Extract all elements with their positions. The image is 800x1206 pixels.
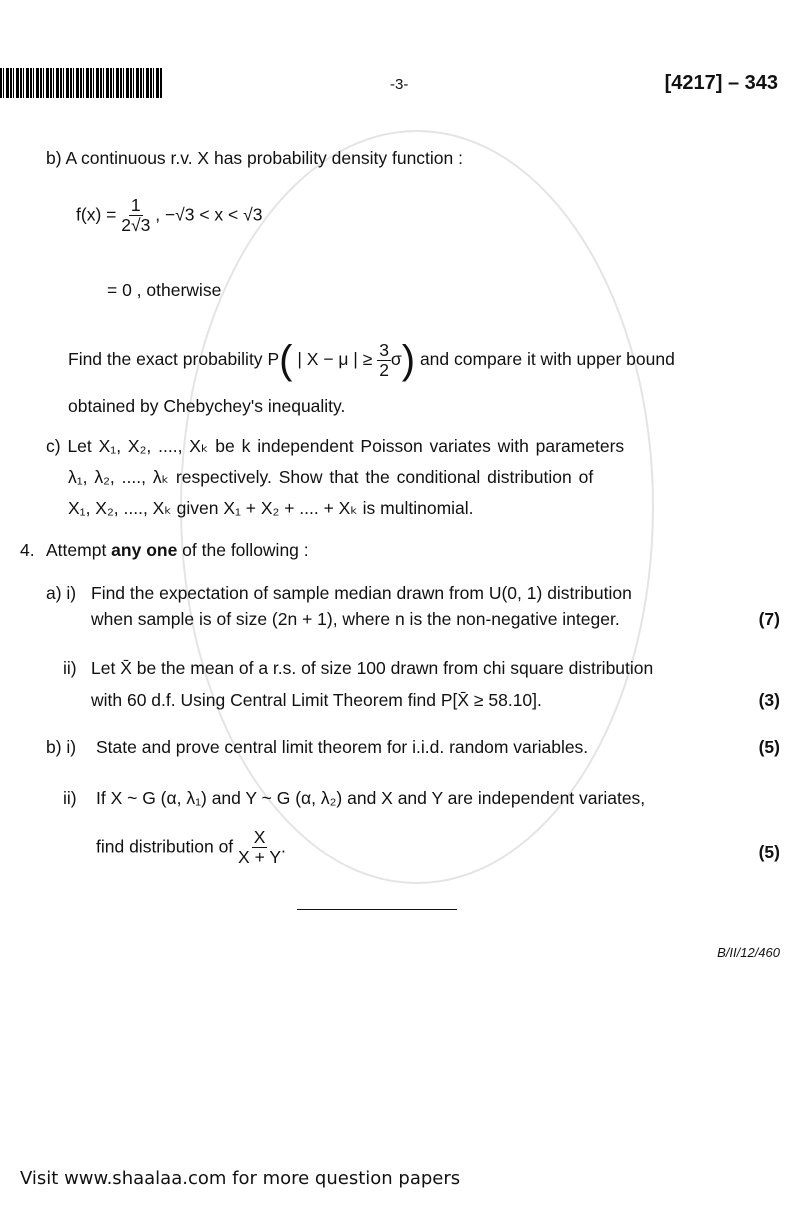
ratio-den: X + Y xyxy=(238,847,282,868)
prob-fraction xyxy=(377,341,391,381)
q4b-ii-line2 xyxy=(96,828,286,868)
f-fraction xyxy=(121,196,150,236)
q4b-i: State and prove central limit theorem for i.i.d. random variables. xyxy=(96,737,589,757)
find-distribution: find distribution of xyxy=(96,836,234,857)
find-post: and compare it with upper bound xyxy=(419,349,675,370)
paren-open: ( xyxy=(279,338,293,382)
q4a-i-line2: when sample is of size (2n + 1), where n is the non-negative integer. xyxy=(91,609,620,629)
ratio-fraction xyxy=(238,828,281,868)
attempt-pre: Attempt xyxy=(46,540,112,560)
q3c-line2: λ₁, λ₂, ...., λₖ respectively. Show that the conditional distribution of xyxy=(68,467,594,487)
q4a-ii-line1: Let X̄ be the mean of a r.s. of size 100 drawn from chi square distribution xyxy=(91,658,654,678)
footer-code: B/II/12/460 xyxy=(717,945,780,960)
q4b-ii-line1: If X ~ G (α, λ₁) and Y ~ G (α, λ₂) and X and Y are independent variates, xyxy=(96,788,646,808)
prob-sigma: σ xyxy=(390,349,402,370)
ratio-dot: . xyxy=(281,836,286,857)
q4a-ii-marks: (3) xyxy=(758,690,780,710)
q4a-i-line1: Find the expectation of sample median drawn from U(0, 1) distribution xyxy=(91,583,632,603)
q4-instruction xyxy=(46,540,309,561)
q4a-label: a) i) xyxy=(46,583,77,603)
paper-code: [4217] – 343 xyxy=(664,72,778,94)
q4a-ii-label: ii) xyxy=(63,658,77,678)
end-rule xyxy=(297,909,457,910)
pdf-formula xyxy=(76,196,262,236)
f-den: 2√3 xyxy=(121,215,151,236)
page-number: -3- xyxy=(390,76,409,93)
q4-num: 4. xyxy=(20,540,35,560)
find-line2: obtained by Chebychey's inequality. xyxy=(68,396,346,416)
q3b-intro: b) A continuous r.v. X has probability density function : xyxy=(46,148,464,168)
paren-close: ) xyxy=(401,338,416,382)
q4a-i-marks: (7) xyxy=(758,609,780,629)
q3c-line1: c) Let X₁, X₂, ...., Xₖ be k independent Poisson variates with parameters xyxy=(46,436,625,456)
prob-den: 2 xyxy=(379,360,389,380)
f-cond: , −√3 < x < √3 xyxy=(155,204,263,225)
ratio-num: X xyxy=(253,827,266,847)
barcode xyxy=(0,68,162,98)
f-num: 1 xyxy=(130,195,141,215)
q4b-label: b) i) xyxy=(46,737,77,757)
f-lhs: f(x) = xyxy=(76,204,117,225)
q4b-ii-label: ii) xyxy=(63,788,77,808)
prob-num: 3 xyxy=(379,339,389,360)
q4b-i-marks: (5) xyxy=(758,737,780,757)
q4a-ii-line2: with 60 d.f. Using Central Limit Theorem find P[X̄ ≥ 58.10]. xyxy=(91,690,542,710)
attempt-bold: any one xyxy=(111,540,178,560)
prob-inner: | X − μ | ≥ xyxy=(297,349,373,370)
prob-p: P xyxy=(267,349,280,370)
attempt-post: of the following : xyxy=(177,540,309,560)
find-probability xyxy=(68,338,675,383)
q4b-ii-marks: (5) xyxy=(758,842,780,862)
footer-link[interactable]: Visit www.shaalaa.com for more question papers xyxy=(20,1168,461,1189)
otherwise: = 0 , otherwise xyxy=(107,280,222,300)
find-pre: Find the exact probability xyxy=(68,349,263,370)
q3c-line3: X₁, X₂, ...., Xₖ given X₁ + X₂ + .... + Xₖ is multinomial. xyxy=(68,498,474,518)
